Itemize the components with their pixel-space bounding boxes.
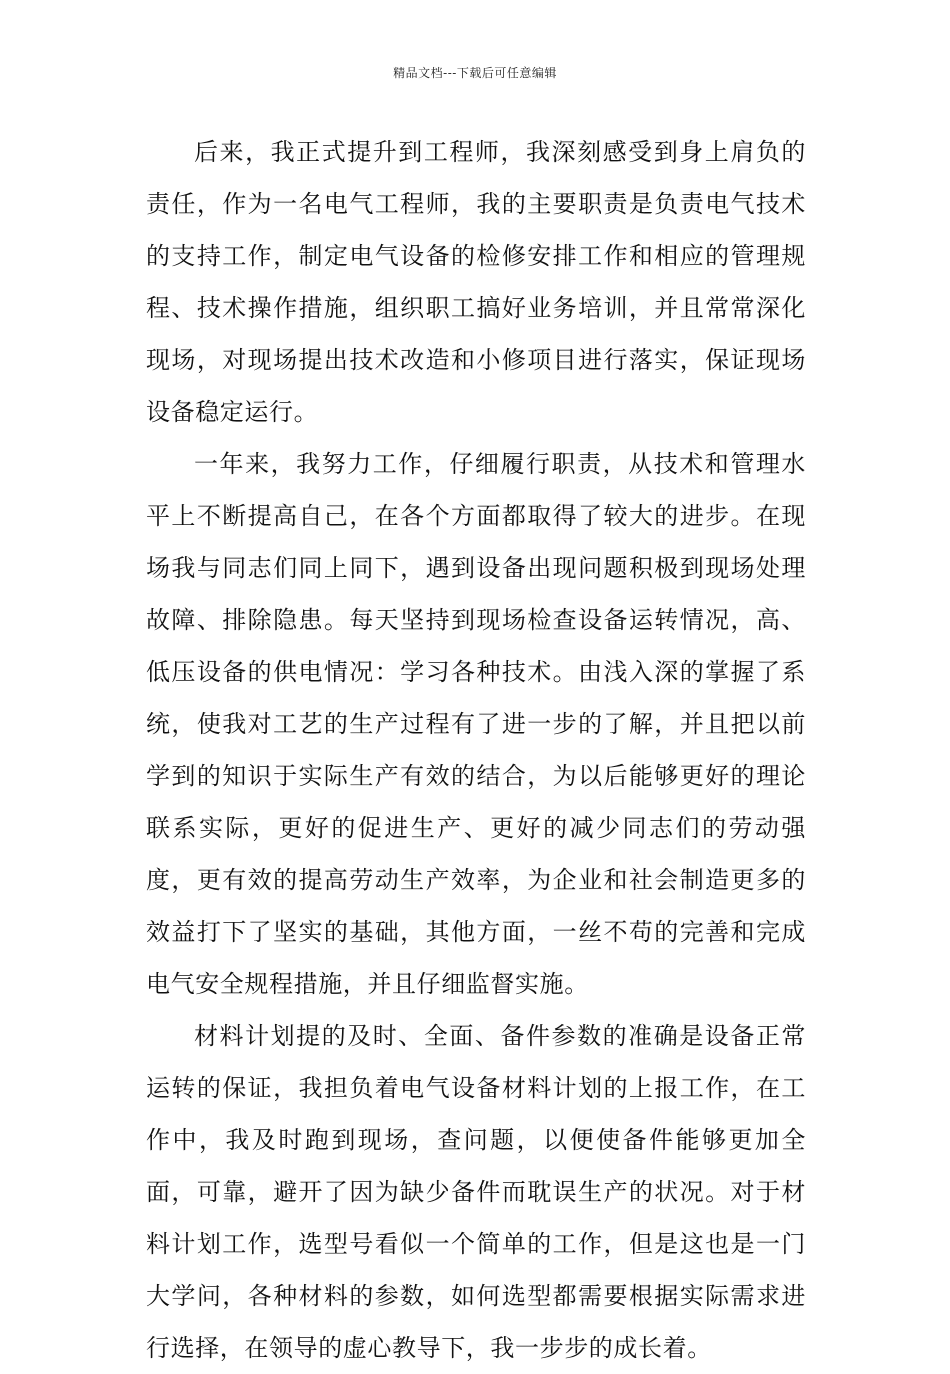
document-body	[146, 126, 806, 1374]
paragraph-3: 材料计划提的及时、全面、备件参数的准确是设备正常运转的保证，我担负着电气设备材料计划的上报工作，在工作中，我及时跑到现场，查问题，以便使备件能够更加全面，可靠，避开了因为缺少备件而耽误生产的状况。对于材料计划工作，选型号看似一个简单的工作，但是这也是一门大学问，各种材料的参数，如何选型都需要根据实际需求进行选择，在领导的虚心教导下，我一步步的成长着。	[146, 1022, 806, 1362]
paragraph-2: 一年来，我努力工作，仔细履行职责，从技术和管理水平上不断提高自己，在各个方面都取得了较大的进步。在现场我与同志们同上同下，遇到设备出现问题积极到现场处理故障、排除隐患。每天坚持到现场检查设备运转情况，高、低压设备的供电情况：学习各种技术。由浅入深的掌握了系统，使我对工艺的生产过程有了进一步的了解，并且把以前学到的知识于实际生产有效的结合，为以后能够更好的理论联系实际，更好的促进生产、更好的减少同志们的劳动强度，更有效的提高劳动生产效率，为企业和社会制造更多的效益打下了坚实的基础，其他方面，一丝不苟的完善和完成电气安全规程措施，并且仔细监督实施。	[146, 450, 806, 998]
page-header: 精品文档---下载后可任意编辑	[393, 66, 557, 80]
paragraph-1: 后来，我正式提升到工程师，我深刻感受到身上肩负的责任，作为一名电气工程师，我的主要职责是负责电气技术的支持工作，制定电气设备的检修安排工作和相应的管理规程、技术操作措施，组织职工搞好业务培训，并且常常深化现场，对现场提出技术改造和小修项目进行落实，保证现场设备稳定运行。	[146, 138, 806, 426]
